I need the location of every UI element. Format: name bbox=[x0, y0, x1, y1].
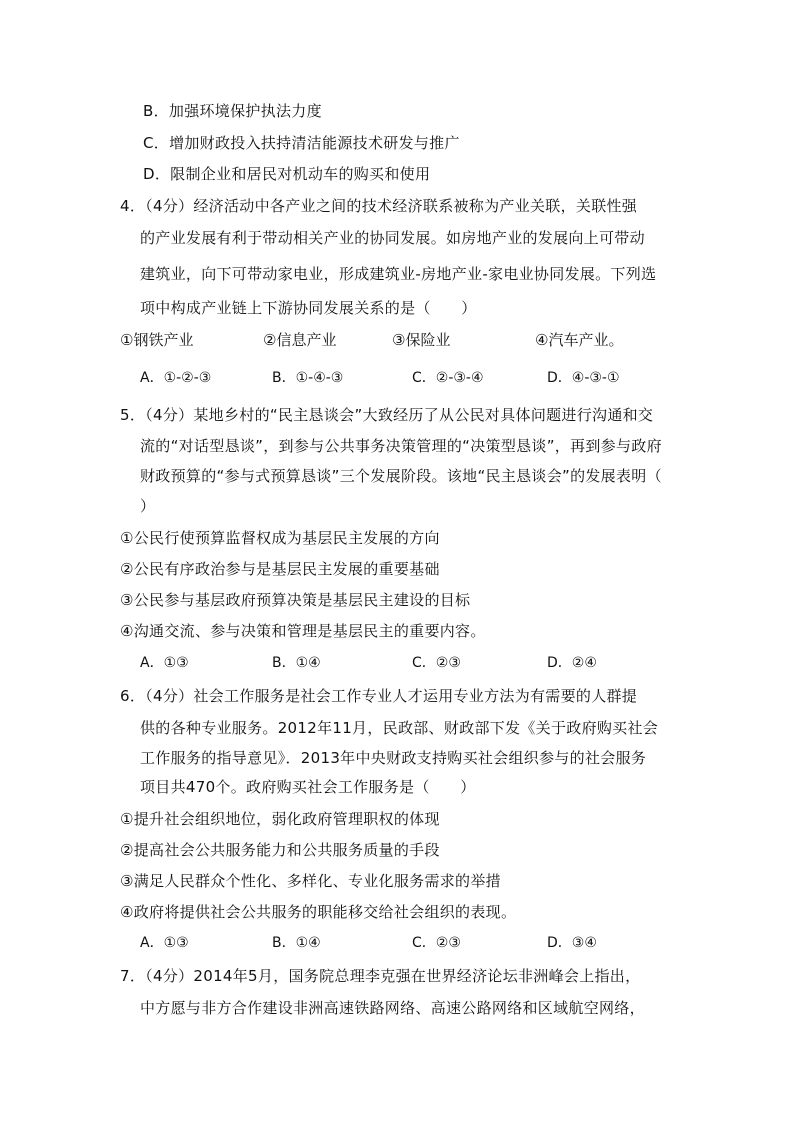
q5-stem-line-1: 5．（4分）某地乡村的“民主恳谈会”大致经历了从公民对具体问题进行沟通和交 bbox=[120, 406, 654, 424]
q6-option-a: A．①③ bbox=[140, 935, 189, 951]
q5-option-b: B．①④ bbox=[272, 655, 321, 671]
q6-statement-1: ①提升社会组织地位，弱化政府管理职权的体现 bbox=[120, 810, 440, 828]
q5-statement-4: ④沟通交流、参与决策和管理是基层民主的重要内容。 bbox=[120, 622, 486, 640]
q6-statement-2: ②提高社会公共服务能力和公共服务质量的手段 bbox=[120, 841, 440, 859]
q4-option-a: A．①-②-③ bbox=[140, 370, 212, 386]
q3-option-c: C．增加财政投入扶持清洁能源技术研发与推广 bbox=[143, 134, 460, 152]
q5-options bbox=[140, 653, 660, 673]
q6-option-c: C．②③ bbox=[412, 935, 461, 951]
q4-option-d: D．④-③-① bbox=[547, 370, 620, 386]
q4-stem-line-2: 的产业发展有利于带动相关产业的协同发展。如房地产业的发展向上可带动 bbox=[140, 229, 645, 247]
q6-stem-line-4: 项目共470个。政府购买社会工作服务是（ ） bbox=[140, 778, 476, 796]
q6-statement-3: ③满足人民群众个性化、多样化、专业化服务需求的举措 bbox=[120, 872, 501, 890]
q6-stem-line-3: 工作服务的指导意见》．2013年中央财政支持购买社会组织参与的社会服务 bbox=[140, 749, 647, 767]
q6-option-d: D．③④ bbox=[547, 935, 597, 951]
q4-stem-line-1: 4．（4分）经济活动中各产业之间的技术经济联系被称为产业关联，关联性强 bbox=[120, 197, 638, 215]
q5-stem-line-3: 财政预算的“参与式预算恳谈”三个发展阶段。该地“民主恳谈会”的发展表明（ bbox=[140, 467, 662, 485]
q5-option-a: A．①③ bbox=[140, 655, 189, 671]
q4-option-b: B．①-④-③ bbox=[272, 370, 344, 386]
q7-stem-line-2: 中方愿与非方合作建设非洲高速铁路网络、高速公路网络和区域航空网络， bbox=[140, 999, 645, 1017]
q5-statement-3: ③公民参与基层政府预算决策是基层民主建设的目标 bbox=[120, 591, 471, 609]
q6-statement-4: ④政府将提供社会公共服务的职能移交给社会组织的表现。 bbox=[120, 903, 517, 921]
q6-stem-line-2: 供的各种专业服务。2012年11月，民政部、财政部下发《关于政府购买社会 bbox=[140, 719, 659, 737]
q6-options bbox=[140, 933, 660, 953]
q3-option-b: B．加强环境保护执法力度 bbox=[143, 102, 322, 120]
q4-stem-line-3: 建筑业，向下可带动家电业，形成建筑业-房地产业-家电业协同发展。下列选 bbox=[140, 265, 657, 283]
q3-option-d: D．限制企业和居民对机动车的购买和使用 bbox=[143, 165, 431, 183]
q5-stem-line-4: ） bbox=[140, 497, 156, 515]
q4-stem-line-4: 项中构成产业链上下游协同发展关系的是（ ） bbox=[140, 299, 477, 317]
q5-statement-1: ①公民行使预算监督权成为基层民主发展的方向 bbox=[120, 529, 440, 547]
q5-stem-line-2: 流的“对话型恳谈”，到参与公共事务决策管理的“决策型恳谈”，再到参与政府 bbox=[140, 437, 662, 455]
q4-item-2: ②信息产业 bbox=[263, 331, 337, 349]
q4-items bbox=[120, 330, 680, 350]
q4-item-1: ①钢铁产业 bbox=[120, 331, 194, 349]
q5-option-d: D．②④ bbox=[547, 655, 597, 671]
q4-item-4: ④汽车产业。 bbox=[535, 331, 624, 349]
q4-item-3: ③保险业 bbox=[392, 331, 451, 349]
q5-option-c: C．②③ bbox=[412, 655, 461, 671]
q7-stem-line-1: 7．（4分）2014年5月，国务院总理李克强在世界经济论坛非洲峰会上指出， bbox=[120, 967, 641, 985]
q4-option-c: C．②-③-④ bbox=[412, 370, 484, 386]
q4-options bbox=[140, 368, 660, 388]
q5-statement-2: ②公民有序政治参与是基层民主发展的重要基础 bbox=[120, 560, 440, 578]
q6-option-b: B．①④ bbox=[272, 935, 321, 951]
q6-stem-line-1: 6．（4分）社会工作服务是社会工作专业人才运用专业方法为有需要的人群提 bbox=[120, 687, 638, 705]
